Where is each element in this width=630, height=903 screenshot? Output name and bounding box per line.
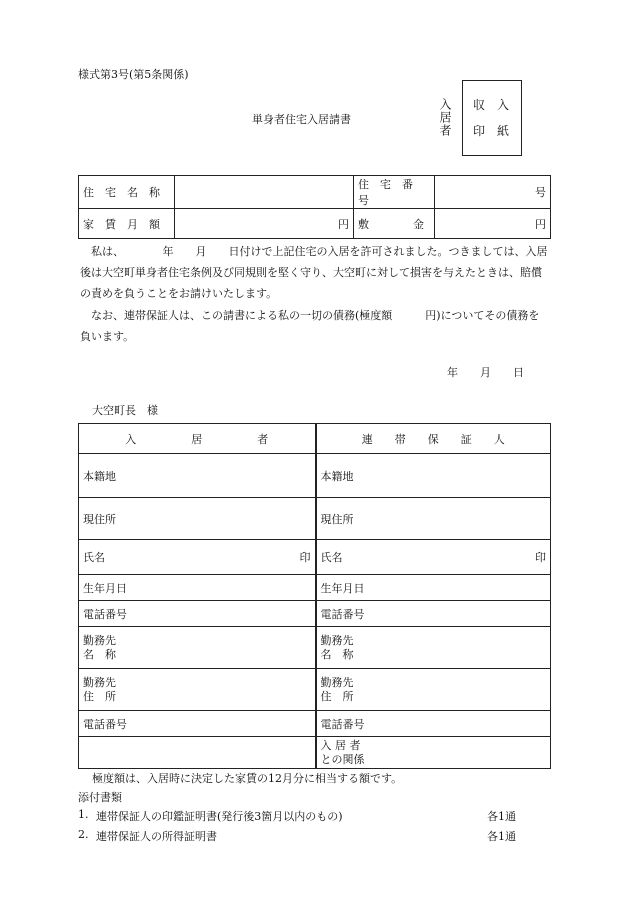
guarantor-workplace-label-2: 勤務先 [320,675,354,689]
applicant-name-cell[interactable] [79,540,316,575]
form-number: 様式第3号(第5条関係) [78,68,189,81]
guarantor-name-cell[interactable] [316,540,551,575]
applicant-workplace-name-cell[interactable] [79,627,316,669]
guarantor-birthdate[interactable]: 生年月日 [316,575,551,601]
limit-note: 極度額は、入居時に決定した家賃の12月分に相当する額です。 [92,772,403,785]
attachment-item-1-text: 連帯保証人の印鑑証明書(発行後3箇月以内のもの) [96,810,343,823]
attachment-item-2-qty: 各1通 [487,830,516,843]
applicant-workplace-address-cell[interactable] [79,669,316,711]
guarantor-seal-label: 印 [535,551,546,564]
pledge-paragraph-2: なお、連帯保証人は、この請書による私の一切の債務(極度額 円)についてその債務を負います。 [80,309,540,343]
document-title: 単身者住宅入居請書 [252,113,351,126]
applicant-workplace-label: 勤務先 [83,633,116,647]
relation-label-line1: 入 居 者 [320,738,361,752]
housing-number-label: 住 宅 番 号 [354,176,435,209]
housing-name-label: 住 宅 名 称 [79,176,175,209]
pledge-paragraph-1: 私は、 年 月 日付けで上記住宅の入居を許可されました。つきましては、入居後は大空町単身者住宅条例及び同規則を堅く守り、大空町に対して損害を与えたときは、賠償の責めを負うことをお請けいたします。 [80,245,548,300]
applicant-birthdate[interactable]: 生年月日 [79,575,316,601]
applicant-workplace-name-label: 名 称 [83,647,116,661]
attachment-item-2-num: 2. [78,828,89,841]
deposit-label: 敷 金 [354,209,435,239]
attachments-title: 添付書類 [78,791,122,804]
revenue-stamp-box [462,80,522,156]
relation-label-line2: との関係 [320,752,365,766]
guarantor-workplace-address-label: 住 所 [320,689,354,703]
guarantor-workplace-name-label: 名 称 [320,647,354,661]
applicant-name-label: 氏名 [83,551,105,564]
attachment-item-1-num: 1. [78,808,89,821]
applicant-workplace-label-2: 勤務先 [83,675,116,689]
applicant-workplace-address-label: 住 所 [83,689,116,703]
monthly-rent-label: 家 賃 月 額 [79,209,175,239]
applicant-header: 入 居 者 [79,424,316,454]
guarantor-workplace-address-cell[interactable] [316,669,551,711]
applicant-relation-empty [79,737,316,769]
deposit-unit[interactable]: 円 [435,209,551,239]
guarantor-workplace-phone[interactable]: 電話番号 [316,711,551,737]
guarantor-phone[interactable]: 電話番号 [316,601,551,627]
housing-name-value[interactable] [175,176,354,209]
applicant-workplace-phone[interactable]: 電話番号 [79,711,316,737]
guarantor-address[interactable]: 現住所 [316,498,551,540]
applicant-seal-label: 印 [299,551,311,564]
revenue-stamp-line2: 印 紙 [473,124,510,138]
attachment-item-1-qty: 各1通 [487,810,516,823]
applicant-honsekichi[interactable]: 本籍地 [79,454,316,498]
applicant-guarantor-table [78,423,551,769]
applicant-address[interactable]: 現住所 [79,498,316,540]
applicant-phone[interactable]: 電話番号 [79,601,316,627]
guarantor-honsekichi[interactable]: 本籍地 [316,454,551,498]
revenue-stamp-line1: 収 入 [473,98,510,112]
housing-number-unit[interactable]: 号 [435,176,551,209]
housing-info-table [78,175,551,239]
guarantor-name-label: 氏名 [320,551,343,564]
guarantor-workplace-name-cell[interactable] [316,627,551,669]
guarantor-header: 連 帯 保 証 人 [316,424,551,454]
nyukyosha-label: 入居者 [438,98,452,137]
date-line: 年 月 日 [447,366,524,379]
guarantor-relation-cell[interactable] [316,737,551,769]
guarantor-workplace-label: 勤務先 [320,633,354,647]
monthly-rent-unit[interactable]: 円 [175,209,354,239]
attachment-item-2-text: 連帯保証人の所得証明書 [96,830,217,843]
addressee: 大空町長 様 [92,404,158,417]
